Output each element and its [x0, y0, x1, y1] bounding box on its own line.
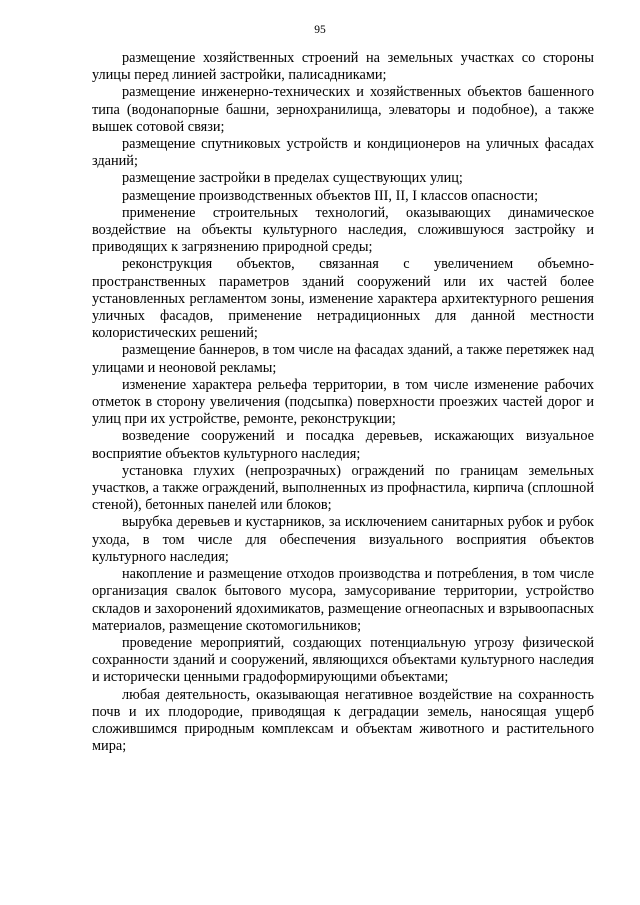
paragraph: размещение производственных объектов III, II, I классов опасности; [122, 187, 539, 204]
paragraph: изменение характера рельефа территории, в том числе изменение рабочих отметок в сторону увеличения (подсыпка) поверхности проезжих частей дорог и улиц при их устройстве, ремонте, реконструкции; [92, 376, 594, 428]
paragraph: размещение застройки в пределах существующих улиц; [122, 170, 463, 187]
paragraph: установка глухих (непрозрачных) ограждений по границам земельных участков, а также ограждений, выполненных из профнастила, кирпича (сплошной стеной), бетонных панелей или блоков; [92, 462, 594, 514]
paragraph: размещение спутниковых устройств и кондиционеров на уличных фасадах зданий; [92, 136, 594, 170]
paragraph: накопление и размещение отходов производства и потребления, в том числе организация свалок бытового мусора, замусоривание территории, устройство складов и захоронений ядохимикатов, размещение огнеопасных и взрывоопасных материалов, размещение скотомогильников; [92, 566, 594, 634]
paragraph: любая деятельность, оказывающая негативное воздействие на сохранность почв и их плодородие, приводящая к деградации земель, наносящая ущерб сложившимся природным комплексам и объектам животного и растительного мира; [92, 686, 594, 755]
paragraph: размещение хозяйственных строений на земельных участках со стороны улицы перед линией застройки, палисадниками; [92, 50, 594, 84]
paragraph: возведение сооружений и посадка деревьев, искажающих визуальное восприятие объектов культурного наследия; [92, 428, 594, 462]
paragraph: проведение мероприятий, создающих потенциальную угрозу физической сохранности зданий и сооружений, являющихся объектами культурного наследия и исторически ценными градоформирующими объектами; [92, 634, 594, 686]
paragraph: применение строительных технологий, оказывающих динамическое воздействие на объекты культурного наследия, сложившуюся застройку и приводящих к загрязнению природной среды; [92, 204, 594, 256]
document-body [92, 50, 594, 755]
paragraph: размещение баннеров, в том числе на фасадах зданий, а также перетяжек над улицами и неоновой рекламы; [92, 342, 594, 376]
paragraph: реконструкция объектов, связанная с увеличением объемно-пространственных параметров зданий сооружений или их частей более установленных регламентом зоны, изменение характера архитектурного решения уличных фасадов, применение нетрадиционных для данной местности колористических решений; [92, 256, 594, 342]
paragraph: вырубка деревьев и кустарников, за исключением санитарных рубок и рубок ухода, в том числе для обеспечения визуального восприятия объектов культурного наследия; [92, 514, 594, 565]
paragraph: размещение инженерно-технических и хозяйственных объектов башенного типа (водонапорные башни, зернохранилища, элеваторы и подобное), а также вышек сотовой связи; [92, 84, 594, 135]
page-number: 95 [314, 24, 326, 36]
